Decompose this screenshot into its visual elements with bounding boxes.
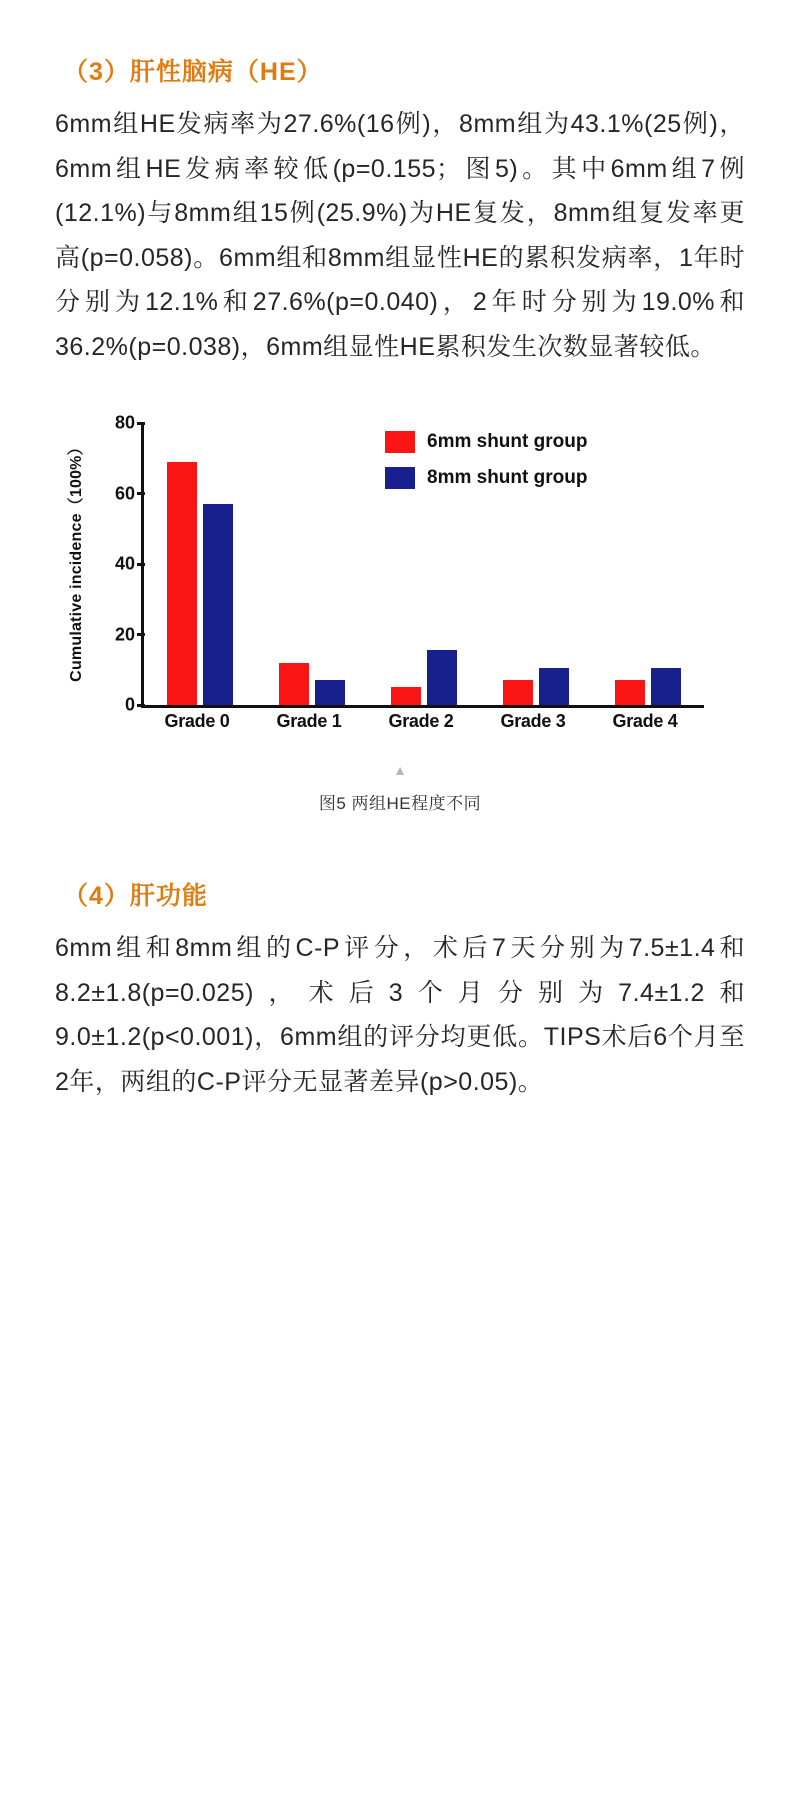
- legend-item-8mm: [385, 467, 587, 489]
- y-tick-20: 20: [115, 624, 144, 645]
- bar-8mm-grade-0: [203, 504, 233, 705]
- y-tick-80: 80: [115, 413, 144, 434]
- bar-6mm-grade-0: [167, 462, 197, 705]
- legend-swatch-6mm-icon: [385, 431, 415, 453]
- x-tick-grade-3: Grade 3: [500, 711, 566, 731]
- bar-8mm-grade-4: [651, 668, 681, 705]
- section-paragraph-liver-function: 6mm组和8mm组的C-P评分，术后7天分别为7.5±1.4和8.2±1.8(p=0.025)，术后3个月分别为7.4±1.2和9.0±1.2(p<0.001)，6mm组的评分均更低。TIPS术后6个月至2年，两组的C-P评分无显著差异(p>0.05)。: [55, 934, 745, 1096]
- chart-y-axis-title: Cumulative incidence（100%）: [67, 438, 85, 682]
- x-tick-grade-2: Grade 2: [388, 711, 454, 731]
- y-tick-0: 0: [125, 695, 144, 716]
- triangle-up-icon: ▲: [393, 762, 407, 778]
- bar-chart: [55, 412, 745, 745]
- bar-8mm-grade-2: [427, 650, 457, 705]
- y-tick-40: 40: [115, 554, 144, 575]
- x-tick-grade-4: Grade 4: [612, 711, 678, 731]
- bar-6mm-grade-4: [615, 680, 645, 705]
- legend-label-6mm: 6mm shunt group: [427, 431, 588, 452]
- chart-legend: [385, 431, 587, 489]
- bar-6mm-grade-3: [503, 680, 533, 705]
- section-heading-he: （3）肝性脑病（HE）: [63, 58, 323, 86]
- bar-group-grade-1: [256, 423, 368, 705]
- y-tick-60: 60: [115, 483, 144, 504]
- legend-swatch-8mm-icon: [385, 467, 415, 489]
- bar-group-grade-4: [592, 423, 704, 705]
- figure-caption: 图5 两组HE程度不同: [318, 794, 482, 813]
- bar-group-grade-0: [144, 423, 256, 705]
- x-tick-grade-1: Grade 1: [276, 711, 342, 731]
- chart-x-axis-labels: [141, 711, 701, 732]
- section-heading-liver-function: （4）肝功能: [63, 882, 208, 910]
- legend-item-6mm: [385, 431, 587, 453]
- x-tick-grade-0: Grade 0: [164, 711, 230, 731]
- legend-label-8mm: 8mm shunt group: [427, 467, 588, 488]
- figure-5: [55, 412, 745, 814]
- bar-6mm-grade-2: [391, 687, 421, 705]
- bar-6mm-grade-1: [279, 663, 309, 705]
- section-paragraph-he: 6mm组HE发病率为27.6%(16例)，8mm组为43.1%(25例)，6mm组HE发病率较低(p=0.155；图5)。其中6mm组7例(12.1%)与8mm组15例(25.9%)为HE复发，8mm组复发率更高(p=0.058)。6mm组和8mm组显性HE的累积发病率，1年时分别为12.1%和27.6%(p=0.040)，2年时分别为19.0%和36.2%(p=0.038)，6mm组显性HE累积发生次数显著较低。: [55, 110, 745, 361]
- bar-8mm-grade-3: [539, 668, 569, 705]
- bar-8mm-grade-1: [315, 680, 345, 705]
